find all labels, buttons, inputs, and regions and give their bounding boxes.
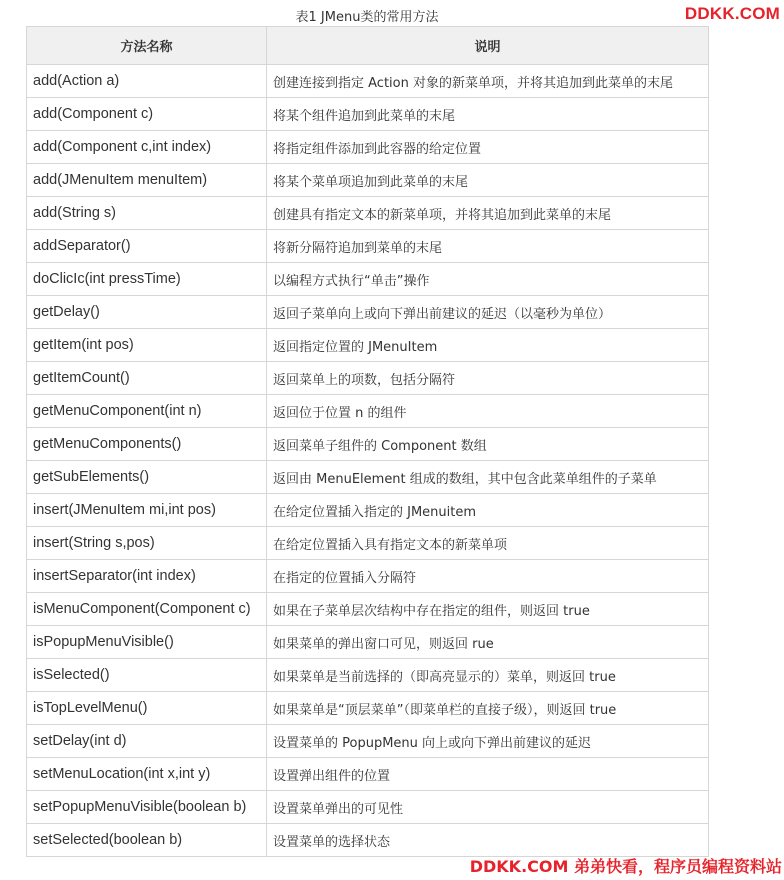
method-name-cell: add(JMenuItem menuItem) xyxy=(27,164,267,197)
method-description-cell: 如果在子菜单层次结构中存在指定的组件，则返回 true xyxy=(267,593,709,626)
method-name-cell: isPopupMenuVisible() xyxy=(27,626,267,659)
table-row xyxy=(27,197,709,230)
table-row xyxy=(27,395,709,428)
method-description-cell: 返回菜单子组件的 Component 数组 xyxy=(267,428,709,461)
table-row xyxy=(27,362,709,395)
method-description-cell: 将某个组件追加到此菜单的末尾 xyxy=(267,98,709,131)
table-row xyxy=(27,131,709,164)
method-name-cell: isMenuComponent(Component c) xyxy=(27,593,267,626)
method-description-cell: 返回子菜单向上或向下弹出前建议的延迟（以毫秒为单位） xyxy=(267,296,709,329)
table-row xyxy=(27,527,709,560)
method-description-cell: 如果菜单的弹出窗口可见，则返回 rue xyxy=(267,626,709,659)
table-row xyxy=(27,65,709,98)
method-description-cell: 创建连接到指定 Action 对象的新菜单项，并将其追加到此菜单的末尾 xyxy=(267,65,709,98)
method-name-cell: insertSeparator(int index) xyxy=(27,560,267,593)
method-name-cell: add(Component c) xyxy=(27,98,267,131)
method-description-cell: 返回位于位置 n 的组件 xyxy=(267,395,709,428)
method-name-cell: getMenuComponents() xyxy=(27,428,267,461)
table-row xyxy=(27,98,709,131)
table-row xyxy=(27,428,709,461)
table-row xyxy=(27,461,709,494)
table-row xyxy=(27,725,709,758)
table-row xyxy=(27,329,709,362)
method-name-cell: setDelay(int d) xyxy=(27,725,267,758)
method-name-cell: insert(String s,pos) xyxy=(27,527,267,560)
table-row xyxy=(27,824,709,857)
watermark-top: DDKK.COM xyxy=(684,4,780,23)
method-description-cell: 返回指定位置的 JMenuItem xyxy=(267,329,709,362)
method-name-cell: insert(JMenuItem mi,int pos) xyxy=(27,494,267,527)
watermark-bottom: DDKK.COM 弟弟快看，程序员编程资料站 xyxy=(469,857,782,876)
method-description-cell: 如果菜单是当前选择的（即高亮显示的）菜单，则返回 true xyxy=(267,659,709,692)
method-name-cell: getSubElements() xyxy=(27,461,267,494)
method-description-cell: 在给定位置插入指定的 JMenuitem xyxy=(267,494,709,527)
method-name-cell: getMenuComponent(int n) xyxy=(27,395,267,428)
method-description-cell: 创建具有指定文本的新菜单项，并将其追加到此菜单的末尾 xyxy=(267,197,709,230)
table-row xyxy=(27,659,709,692)
method-name-cell: add(Component c,int index) xyxy=(27,131,267,164)
table-row xyxy=(27,692,709,725)
methods-table xyxy=(26,26,709,857)
method-description-cell: 设置菜单的 PopupMenu 向上或向下弹出前建议的延迟 xyxy=(267,725,709,758)
method-name-cell: setMenuLocation(int x,int y) xyxy=(27,758,267,791)
method-description-cell: 将某个菜单项追加到此菜单的末尾 xyxy=(267,164,709,197)
method-description-cell: 在给定位置插入具有指定文本的新菜单项 xyxy=(267,527,709,560)
table-row xyxy=(27,296,709,329)
method-name-cell: setSelected(boolean b) xyxy=(27,824,267,857)
table-caption: 表1 JMenu类的常用方法 xyxy=(295,10,439,25)
method-name-cell: add(String s) xyxy=(27,197,267,230)
method-description-cell: 以编程方式执行“单击”操作 xyxy=(267,263,709,296)
method-name-cell: isSelected() xyxy=(27,659,267,692)
method-description-cell: 将指定组件添加到此容器的给定位置 xyxy=(267,131,709,164)
table-row xyxy=(27,626,709,659)
method-name-cell: getItemCount() xyxy=(27,362,267,395)
method-description-cell: 设置弹出组件的位置 xyxy=(267,758,709,791)
method-name-cell: setPopupMenuVisible(boolean b) xyxy=(27,791,267,824)
method-name-cell: getDelay() xyxy=(27,296,267,329)
method-name-cell: getItem(int pos) xyxy=(27,329,267,362)
method-description-cell: 返回由 MenuElement 组成的数组，其中包含此菜单组件的子菜单 xyxy=(267,461,709,494)
column-header-description: 说明 xyxy=(267,27,709,65)
method-name-cell: doClicIc(int pressTime) xyxy=(27,263,267,296)
method-description-cell: 返回菜单上的项数，包括分隔符 xyxy=(267,362,709,395)
table-row xyxy=(27,791,709,824)
table-row xyxy=(27,263,709,296)
column-header-method: 方法名称 xyxy=(27,27,267,65)
table-row xyxy=(27,593,709,626)
table-row xyxy=(27,164,709,197)
method-name-cell: isTopLevelMenu() xyxy=(27,692,267,725)
table-header-row xyxy=(27,27,709,65)
method-name-cell: addSeparator() xyxy=(27,230,267,263)
method-name-cell: add(Action a) xyxy=(27,65,267,98)
method-description-cell: 设置菜单弹出的可见性 xyxy=(267,791,709,824)
table-row xyxy=(27,230,709,263)
method-description-cell: 在指定的位置插入分隔符 xyxy=(267,560,709,593)
method-description-cell: 将新分隔符追加到菜单的末尾 xyxy=(267,230,709,263)
table-body xyxy=(27,65,709,857)
table-row xyxy=(27,758,709,791)
method-description-cell: 设置菜单的选择状态 xyxy=(267,824,709,857)
table-row xyxy=(27,560,709,593)
table-row xyxy=(27,494,709,527)
method-description-cell: 如果菜单是“顶层菜单”（即菜单栏的直接子级），则返回 true xyxy=(267,692,709,725)
